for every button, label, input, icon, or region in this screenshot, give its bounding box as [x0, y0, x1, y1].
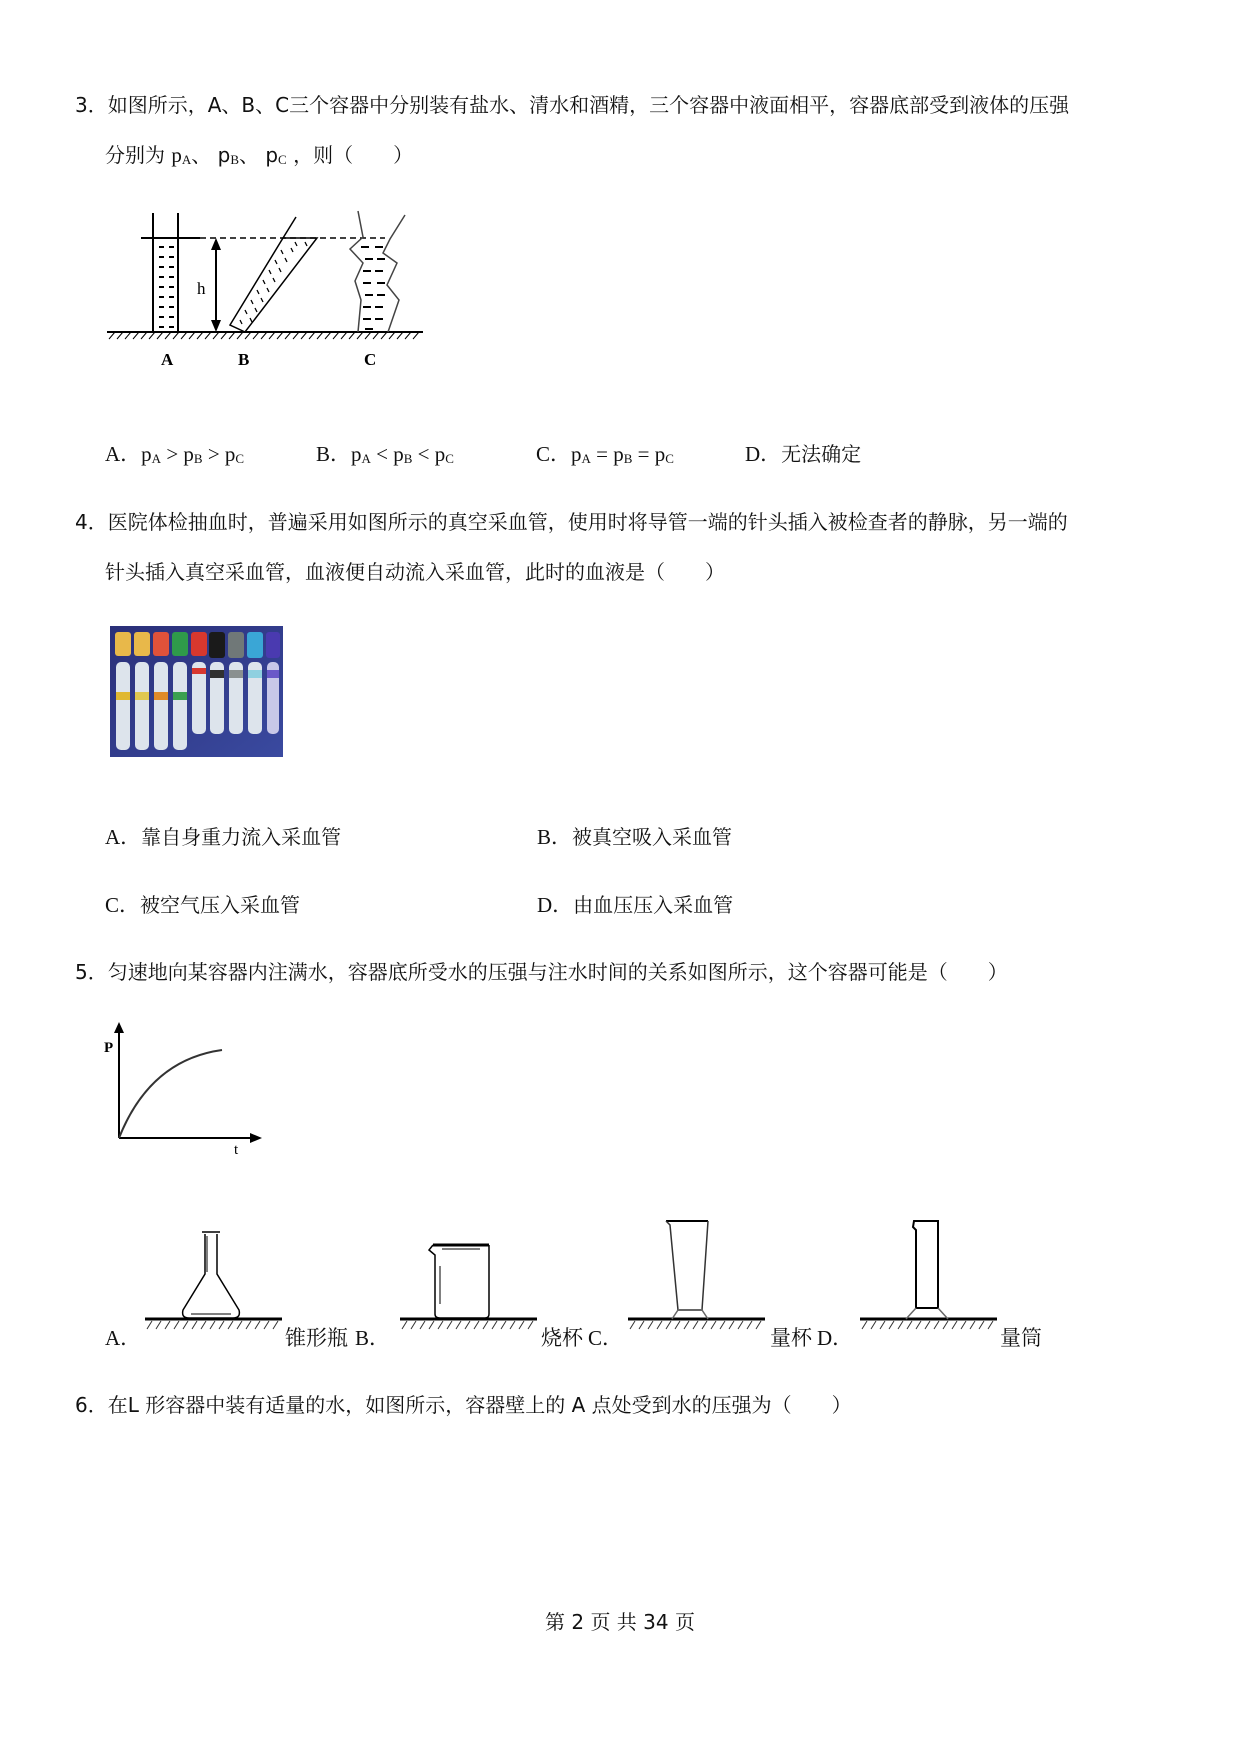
q5-text-line1: 5．匀速地向某容器内注满水，容器底所受水的压强与注水时间的关系如图所示，这个容器可能是（ ） [75, 960, 1008, 984]
q5-option-a-label: 锥形瓶 [285, 1326, 348, 1350]
q4-text-line1: 4．医院体检抽血时，普遍采用如图所示的真空采血管，使用时将导管一端的针头插入被检查者的静脉，另一端的 [75, 510, 1068, 534]
label-b: B [238, 350, 250, 369]
q3-option-a[interactable]: A．$p_A > p_B > p_C$ [105, 442, 245, 466]
q4-option-b[interactable]: B．被真空吸入采血管 [537, 825, 733, 849]
graduated-cylinder-figure[interactable] [860, 1218, 1000, 1338]
q5-option-b-label: 烧杯 [541, 1326, 583, 1350]
q3-text-line2: 分别为 $p_A$、 $p_B$、 $p_C$ ，则（ ） [105, 143, 414, 167]
label-c: C [364, 350, 377, 369]
x-axis-label: t [234, 1142, 239, 1158]
h-label: h [197, 279, 206, 298]
q3-option-c[interactable]: C．$p_A = p_B = p_C$ [536, 442, 674, 466]
page-footer: 第 2 页 共 34 页 [545, 1610, 695, 1634]
q3-containers-figure [105, 205, 435, 375]
beaker-figure[interactable] [400, 1228, 540, 1338]
q5-option-a-key[interactable]: A． [105, 1326, 142, 1350]
q5-pressure-time-graph [100, 1020, 270, 1165]
q3-option-d[interactable]: D．无法确定 [745, 442, 862, 466]
q4-option-c[interactable]: C．被空气压入采血管 [105, 893, 301, 917]
q5-option-c-key[interactable]: C． [588, 1326, 624, 1350]
q5-option-c-label: 量杯 [770, 1326, 812, 1350]
q6-text-line1: 6．在L 形容器中装有适量的水，如图所示，容器壁上的 A 点处受到水的压强为（ ） [75, 1393, 852, 1417]
q4-option-d[interactable]: D．由血压压入采血管 [537, 893, 734, 917]
q3-option-b[interactable]: B．$p_A < p_B < p_C$ [316, 442, 454, 466]
q4-blood-tubes-photo [110, 626, 283, 757]
erlenmeyer-flask-figure[interactable] [145, 1228, 285, 1338]
q5-option-d-key[interactable]: D． [817, 1326, 854, 1350]
label-a: A [161, 350, 174, 369]
q3-text-line1: 3．如图所示，A、B、C三个容器中分别装有盐水、清水和酒精，三个容器中液面相平，容器底部受到液体的压强 [75, 93, 1070, 117]
q5-option-d-label: 量筒 [1000, 1326, 1042, 1350]
q4-option-a[interactable]: A．靠自身重力流入采血管 [105, 825, 342, 849]
y-axis-label: P [104, 1040, 114, 1056]
measuring-cup-figure[interactable] [628, 1218, 768, 1338]
q5-option-b-key[interactable]: B． [355, 1326, 391, 1350]
q4-text-line2: 针头插入真空采血管，血液便自动流入采血管，此时的血液是（ ） [105, 560, 725, 584]
